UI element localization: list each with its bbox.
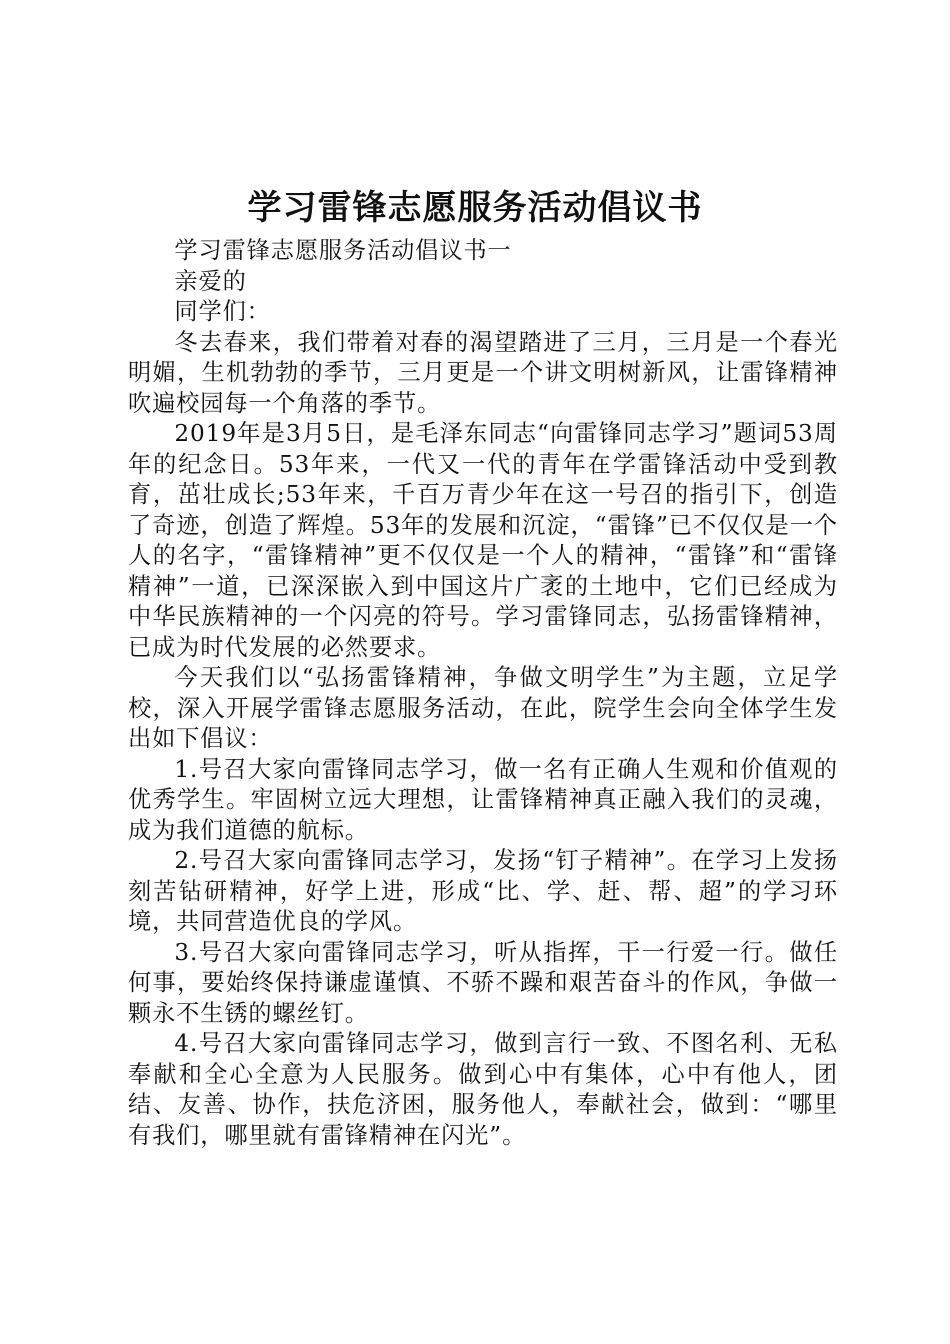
document-body	[128, 236, 838, 1151]
proposal-item-3: 3.号召大家向雷锋同志学习，听从指挥，干一行爱一行。做任何事，要始终保持谦虚谨慎、不骄不躁和艰苦奋斗的作风，争做一颗永不生锈的螺丝钉。	[128, 938, 838, 1027]
proposal-item-1: 1.号召大家向雷锋同志学习，做一名有正确人生观和价值观的优秀学生。牢固树立远大理想，让雷锋精神真正融入我们的灵魂，成为我们道德的航标。	[128, 755, 838, 844]
salutation-line-2: 同学们：	[174, 298, 271, 325]
subtitle-line: 学习雷锋志愿服务活动倡议书一	[174, 237, 512, 264]
theme-paragraph: 今天我们以“弘扬雷锋精神，争做文明学生”为主题，立足学校，深入开展学雷锋志愿服务活动，在此，院学生会向全体学生发出如下倡议：	[128, 664, 838, 752]
history-paragraph: 2019年是3月5日，是毛泽东同志“向雷锋同志学习”题词53周年的纪念日。53年来，一代又一代的青年在学雷锋活动中受到教育，茁壮成长;53年来，千百万青少年在这一号召的指引下，创造了奇迹，创造了辉煌。53年的发展和沉淀，“雷锋”已不仅仅是一个人的名字，“雷锋精神”更不仅仅是一个人的精神，“雷锋”和“雷锋精神”一道，已深深嵌入到中国这片广袤的土地中，它们已经成为中华民族精神的一个闪亮的符号。学习雷锋同志，弘扬雷锋精神，已成为时代发展的必然要求。	[128, 420, 838, 661]
salutation-line-1: 亲爱的	[174, 267, 247, 295]
document-title: 学习雷锋志愿服务活动倡议书	[247, 188, 703, 228]
proposal-item-2: 2.号召大家向雷锋同志学习，发扬“钉子精神”。在学习上发扬刻苦钻研精神，好学上进，形成“比、学、赶、帮、超”的学习环境，共同营造优良的学风。	[128, 847, 838, 935]
proposal-item-4: 4.号召大家向雷锋同志学习，做到言行一致、不图名利、无私奉献和全心全意为人民服务。做到心中有集体，心中有他人，团结、友善、协作，扶危济困，服务他人，奉献社会，做到：“哪里有我们，哪里就有雷锋精神在闪光”。	[128, 1030, 838, 1149]
intro-paragraph: 冬去春来，我们带着对春的渴望踏进了三月，三月是一个春光明媚，生机勃勃的季节，三月更是一个讲文明树新风，让雷锋精神吹遍校园每一个角落的季节。	[128, 328, 838, 417]
